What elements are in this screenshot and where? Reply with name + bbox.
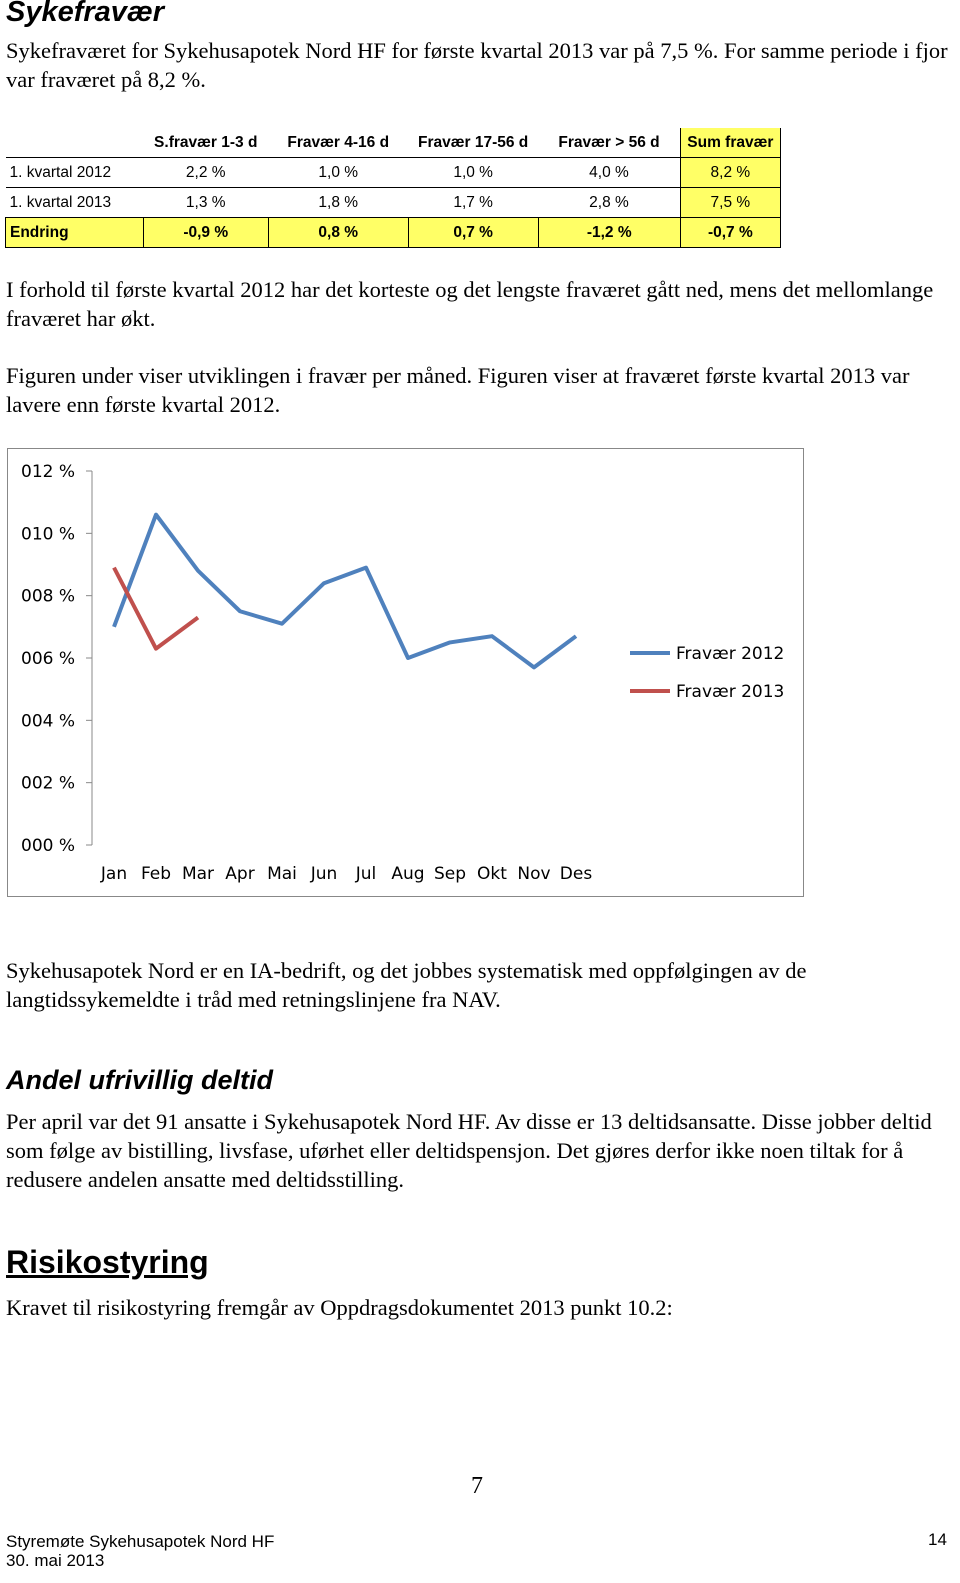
table-header-cell: S.fravær 1-3 d bbox=[143, 128, 268, 158]
table-row-label: Endring bbox=[6, 218, 144, 248]
table-cell-sum: 7,5 % bbox=[680, 188, 780, 218]
table-header-cell: Fravær > 56 d bbox=[538, 128, 680, 158]
table-cell: 4,0 % bbox=[538, 158, 680, 188]
series-line bbox=[114, 568, 198, 649]
chart-svg bbox=[8, 449, 805, 898]
table-cell: -1,2 % bbox=[538, 218, 680, 248]
footer-organization: Styremøte Sykehusapotek Nord HF bbox=[6, 1532, 275, 1551]
x-tick-label: Jun bbox=[310, 864, 338, 884]
table-header-row bbox=[6, 128, 781, 158]
section-heading-sykefravaer: Sykefravær bbox=[6, 0, 164, 28]
legend-label: Fravær 2013 bbox=[676, 682, 785, 702]
table-cell: -0,7 % bbox=[680, 218, 780, 248]
x-tick-label: Okt bbox=[477, 864, 507, 884]
paragraph-figuren: Figuren under viser utviklingen i fravær per måned. Figuren viser at fraværet første kvartal 2013 var lavere enn første kvartal 2012. bbox=[6, 363, 910, 417]
x-tick-label: Aug bbox=[391, 864, 425, 884]
table-header-cell: Fravær 17-56 d bbox=[408, 128, 538, 158]
x-tick-label: Feb bbox=[140, 864, 172, 884]
footer-page-number: 14 bbox=[928, 1530, 947, 1549]
table-cell: 0,7 % bbox=[408, 218, 538, 248]
series-layer bbox=[114, 515, 576, 668]
table-cell: 1,3 % bbox=[143, 188, 268, 218]
x-tick-label: Nov bbox=[517, 864, 551, 884]
paragraph-forhold: I forhold til første kvartal 2012 har det korteste og det lengste fraværet gått ned, mens det mellomlange fraværet har økt. bbox=[6, 277, 934, 331]
table-row-endring bbox=[6, 218, 781, 248]
table-cell: 1,7 % bbox=[408, 188, 538, 218]
table-cell: 2,2 % bbox=[143, 158, 268, 188]
x-tick-label: Mai bbox=[267, 864, 297, 884]
table-row-label: 1. kvartal 2012 bbox=[6, 158, 144, 188]
x-tick-label: Des bbox=[559, 864, 593, 884]
section-heading-andel: Andel ufrivillig deltid bbox=[6, 1065, 274, 1095]
table-cell: 2,8 % bbox=[538, 188, 680, 218]
series-line bbox=[114, 515, 576, 668]
y-tick-label: 002 % bbox=[21, 773, 76, 794]
table-cell: 1,0 % bbox=[268, 158, 408, 188]
y-tick-label: 008 % bbox=[21, 586, 76, 607]
legend-label: Fravær 2012 bbox=[676, 644, 785, 664]
table-cell: 0,8 % bbox=[268, 218, 408, 248]
table-header-cell bbox=[6, 128, 144, 158]
x-tick-label: Apr bbox=[225, 864, 255, 884]
absence-line-chart bbox=[7, 448, 804, 897]
table-header-cell-sum: Sum fravær bbox=[680, 128, 780, 158]
y-tick-label: 012 % bbox=[21, 462, 76, 482]
chart-legend bbox=[630, 644, 784, 702]
table-row-label: 1. kvartal 2013 bbox=[6, 188, 144, 218]
paragraph-andel: Per april var det 91 ansatte i Sykehusapotek Nord HF. Av disse er 13 deltidsansatte. Disse jobber deltid som følge av bistilling, livsfase, uførhet eller deltidspensjon. Det gjøres derfor ikke noen tiltak for å redusere andelen ansatte med deltidsstilling. bbox=[6, 1109, 932, 1192]
x-tick-label: Sep bbox=[433, 864, 467, 884]
y-tick-label: 006 % bbox=[21, 649, 76, 669]
table-cell: 1,0 % bbox=[408, 158, 538, 188]
section-heading-risikostyring: Risikostyring bbox=[6, 1244, 209, 1280]
page-number: 7 bbox=[471, 1473, 483, 1499]
y-tick-label: 000 % bbox=[21, 836, 76, 856]
x-axis bbox=[100, 864, 592, 884]
x-tick-label: Mar bbox=[181, 864, 215, 884]
paragraph-ia: Sykehusapotek Nord er en IA-bedrift, og det jobbes systematisk med oppfølgingen av de langtidssykemeldte i tråd med retningslinjene fra NAV. bbox=[6, 958, 807, 1012]
paragraph-risikostyring: Kravet til risikostyring fremgår av Oppdragsdokumentet 2013 punkt 10.2: bbox=[6, 1295, 673, 1320]
table-row bbox=[6, 158, 781, 188]
table-row bbox=[6, 188, 781, 218]
table-header-cell: Fravær 4-16 d bbox=[268, 128, 408, 158]
x-tick-label: Jul bbox=[355, 864, 377, 884]
y-tick-label: 010 % bbox=[21, 524, 76, 545]
y-axis bbox=[21, 462, 92, 856]
intro-paragraph: Sykefraværet for Sykehusapotek Nord HF for første kvartal 2013 var på 7,5 %. For samme periode i fjor var fraværet på 8,2 %. bbox=[6, 38, 948, 92]
table-cell: 1,8 % bbox=[268, 188, 408, 218]
table-cell: -0,9 % bbox=[143, 218, 268, 248]
absence-table bbox=[5, 128, 781, 248]
y-tick-label: 004 % bbox=[21, 711, 76, 732]
footer-date: 30. mai 2013 bbox=[6, 1551, 105, 1570]
x-tick-label: Jan bbox=[100, 864, 128, 884]
table-cell-sum: 8,2 % bbox=[680, 158, 780, 188]
